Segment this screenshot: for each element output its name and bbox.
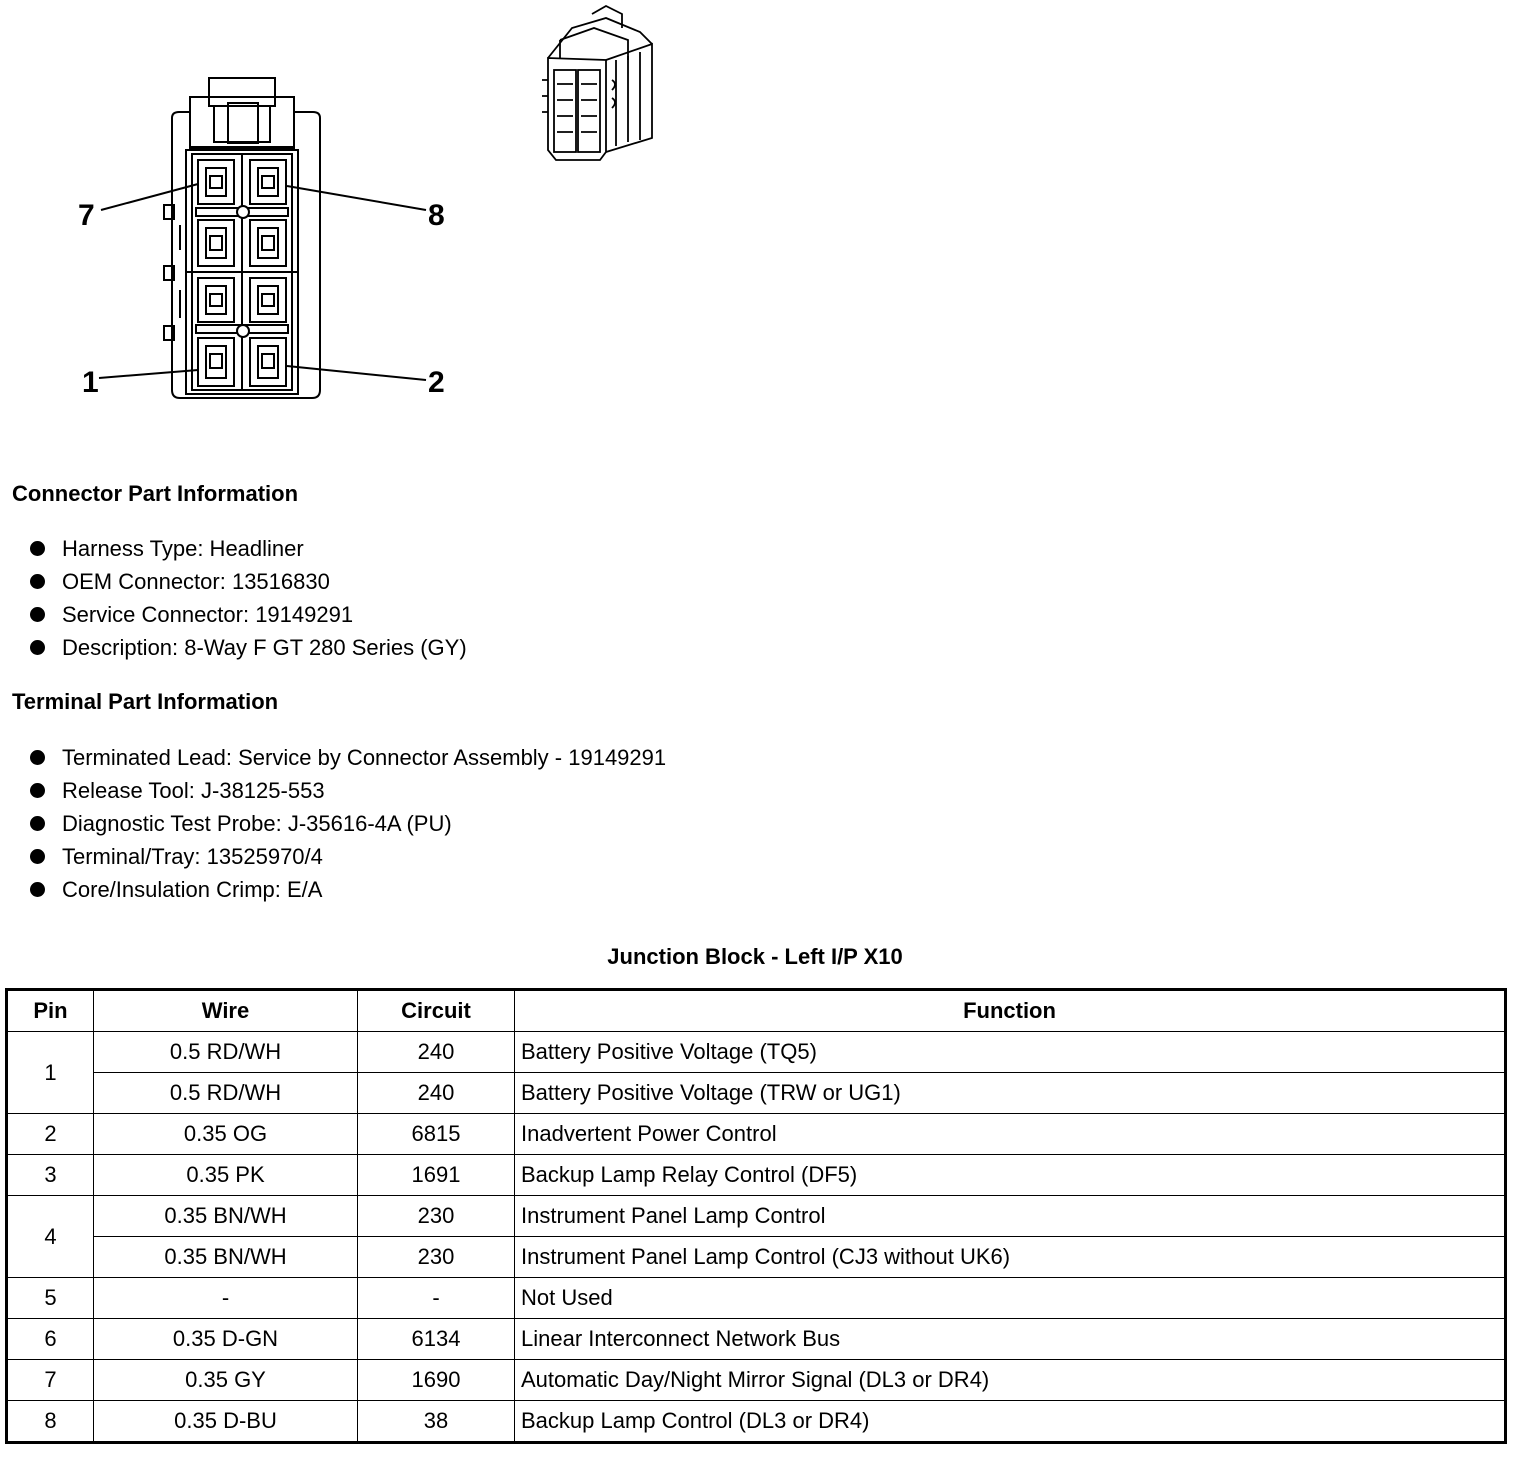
function-cell: Backup Lamp Control (DL3 or DR4) xyxy=(515,1401,1506,1443)
pin-cell: 4 xyxy=(7,1196,94,1278)
list-item: Service Connector: 19149291 xyxy=(30,598,467,631)
table-row xyxy=(7,1319,1506,1360)
wire-cell: 0.5 RD/WH xyxy=(94,1032,358,1073)
pin-cell: 5 xyxy=(7,1278,94,1319)
circuit-cell: 240 xyxy=(358,1073,515,1114)
wire-cell: 0.35 BN/WH xyxy=(94,1196,358,1237)
function-cell: Instrument Panel Lamp Control xyxy=(515,1196,1506,1237)
list-item: Core/Insulation Crimp: E/A xyxy=(30,873,666,906)
function-cell: Battery Positive Voltage (TRW or UG1) xyxy=(515,1073,1506,1114)
pinout-table xyxy=(5,988,1507,1444)
list-item: OEM Connector: 13516830 xyxy=(30,565,467,598)
table-row xyxy=(7,1155,1506,1196)
table-row xyxy=(7,1196,1506,1237)
terminal-info-list xyxy=(30,741,666,906)
pin-callout-2: 2 xyxy=(428,366,445,399)
circuit-cell: 6134 xyxy=(358,1319,515,1360)
circuit-cell: 1691 xyxy=(358,1155,515,1196)
wire-cell: - xyxy=(94,1278,358,1319)
function-cell: Automatic Day/Night Mirror Signal (DL3 or DR4) xyxy=(515,1360,1506,1401)
table-row xyxy=(7,1360,1506,1401)
function-cell: Not Used xyxy=(515,1278,1506,1319)
function-cell: Instrument Panel Lamp Control (CJ3 without UK6) xyxy=(515,1237,1506,1278)
circuit-cell: 230 xyxy=(358,1237,515,1278)
pin-cell: 3 xyxy=(7,1155,94,1196)
pin-cell: 2 xyxy=(7,1114,94,1155)
list-item: Release Tool: J-38125-553 xyxy=(30,774,666,807)
circuit-cell: 6815 xyxy=(358,1114,515,1155)
table-row xyxy=(7,1237,1506,1278)
connector-isometric-view xyxy=(542,6,652,160)
list-item: Diagnostic Test Probe: J-35616-4A (PU) xyxy=(30,807,666,840)
header-function: Function xyxy=(515,990,1506,1032)
table-header-row xyxy=(7,990,1506,1032)
pin-cell: 6 xyxy=(7,1319,94,1360)
pin-cell: 8 xyxy=(7,1401,94,1443)
header-circuit: Circuit xyxy=(358,990,515,1032)
table-row xyxy=(7,1032,1506,1073)
list-item: Description: 8-Way F GT 280 Series (GY) xyxy=(30,631,467,664)
connector-info-heading: Connector Part Information xyxy=(12,481,299,506)
wire-cell: 0.35 PK xyxy=(94,1155,358,1196)
wire-cell: 0.5 RD/WH xyxy=(94,1073,358,1114)
table-row xyxy=(7,1114,1506,1155)
wire-cell: 0.35 D-BU xyxy=(94,1401,358,1443)
list-item: Terminated Lead: Service by Connector Assembly - 19149291 xyxy=(30,741,666,774)
circuit-cell: - xyxy=(358,1278,515,1319)
pin-cell: 1 xyxy=(7,1032,94,1114)
function-cell: Backup Lamp Relay Control (DF5) xyxy=(515,1155,1506,1196)
terminal-info-heading: Terminal Part Information xyxy=(12,689,279,714)
circuit-cell: 1690 xyxy=(358,1360,515,1401)
list-item: Harness Type: Headliner xyxy=(30,532,467,565)
table-row xyxy=(7,1278,1506,1319)
pin-callout-8: 8 xyxy=(428,199,445,232)
wire-cell: 0.35 D-GN xyxy=(94,1319,358,1360)
circuit-cell: 240 xyxy=(358,1032,515,1073)
circuit-cell: 230 xyxy=(358,1196,515,1237)
function-cell: Battery Positive Voltage (TQ5) xyxy=(515,1032,1506,1073)
wire-cell: 0.35 GY xyxy=(94,1360,358,1401)
pin-callout-1: 1 xyxy=(82,366,99,399)
circuit-cell: 38 xyxy=(358,1401,515,1443)
wire-cell: 0.35 BN/WH xyxy=(94,1237,358,1278)
table-row xyxy=(7,1073,1506,1114)
connector-info-list xyxy=(30,532,467,664)
function-cell: Linear Interconnect Network Bus xyxy=(515,1319,1506,1360)
table-row xyxy=(7,1401,1506,1443)
function-cell: Inadvertent Power Control xyxy=(515,1114,1506,1155)
wire-cell: 0.35 OG xyxy=(94,1114,358,1155)
table-title: Junction Block - Left I/P X10 xyxy=(607,944,903,969)
connector-face-view xyxy=(99,78,426,398)
list-item: Terminal/Tray: 13525970/4 xyxy=(30,840,666,873)
pin-cell: 7 xyxy=(7,1360,94,1401)
header-pin: Pin xyxy=(7,990,94,1032)
connector-diagram xyxy=(0,0,700,420)
header-wire: Wire xyxy=(94,990,358,1032)
pin-callout-7: 7 xyxy=(78,199,95,232)
